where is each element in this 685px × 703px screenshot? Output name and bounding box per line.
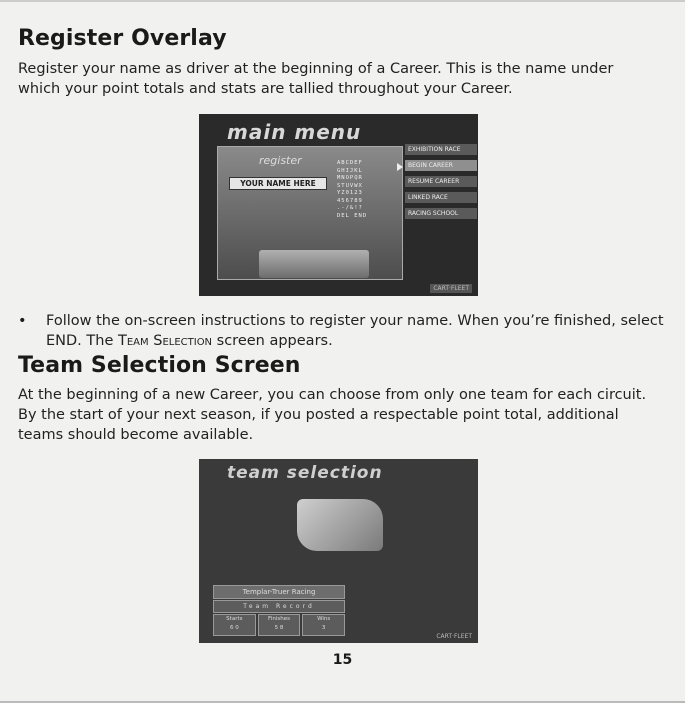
main-menu-title: main menu (227, 120, 362, 144)
name-field: YOUR NAME HERE (229, 177, 327, 190)
stat-starts (213, 614, 256, 636)
game-logo: CART·FLEET (430, 284, 472, 293)
stat-value: 3 (321, 625, 326, 631)
menu-item: RACING SCHOOL (405, 208, 477, 219)
bullet-end-word: END. The (46, 333, 114, 349)
menu-item: BEGIN CAREER (405, 160, 477, 171)
stat-label: Wins (317, 616, 331, 622)
bullet-screen-name: Team Selection (117, 333, 213, 349)
page-top-edge (0, 0, 685, 2)
stat-label: Starts (226, 616, 243, 622)
menu-pointer-icon (397, 163, 403, 171)
menu-item: LINKED RACE (405, 192, 477, 203)
bullet-dot-icon: • (18, 313, 27, 329)
team-car-image (297, 499, 383, 551)
race-car-image (259, 250, 369, 278)
team-name: Templar-Truer Racing (213, 585, 345, 599)
game-logo: CART·FLEET (436, 633, 472, 640)
main-menu-screenshot (199, 114, 478, 296)
bullet-text (46, 311, 666, 351)
stat-value: 6 0 (229, 625, 239, 631)
stat-finishes (258, 614, 301, 636)
team-selection-paragraph: At the beginning of a new Career, you can choose from only one team for each circuit. By the start of your next season, if you posted a respectable point total, additional teams should become available. (18, 387, 647, 443)
register-label: register (259, 154, 302, 167)
team-selection-screenshot (199, 459, 478, 643)
stat-label: Finishes (268, 616, 290, 622)
bullet-tail: screen appears. (216, 333, 333, 349)
menu-item: EXHIBITION RACE (405, 144, 477, 155)
team-stats (213, 614, 345, 636)
stat-wins (302, 614, 345, 636)
register-overlay-paragraph: Register your name as driver at the beginning of a Career. This is the name under which your point totals and stats are tallied throughout your Career. (18, 61, 614, 97)
bullet-line1: Follow the on-screen instructions to register your name. When you’re finished, select (46, 313, 664, 329)
page-number: 15 (332, 652, 353, 668)
team-record-label: Team Record (213, 600, 345, 613)
team-selection-title: team selection (227, 463, 383, 483)
letter-grid: ABCDEF GHIJKL MNOPQR STUVWX YZ0123 456789 .-/&!? DEL END (337, 160, 368, 219)
team-selection-heading: Team Selection Screen (18, 353, 301, 378)
menu-item: RESUME CAREER (405, 176, 477, 187)
register-overlay-heading: Register Overlay (18, 26, 227, 51)
stat-value: 5 8 (274, 625, 284, 631)
main-menu-list (405, 144, 477, 224)
